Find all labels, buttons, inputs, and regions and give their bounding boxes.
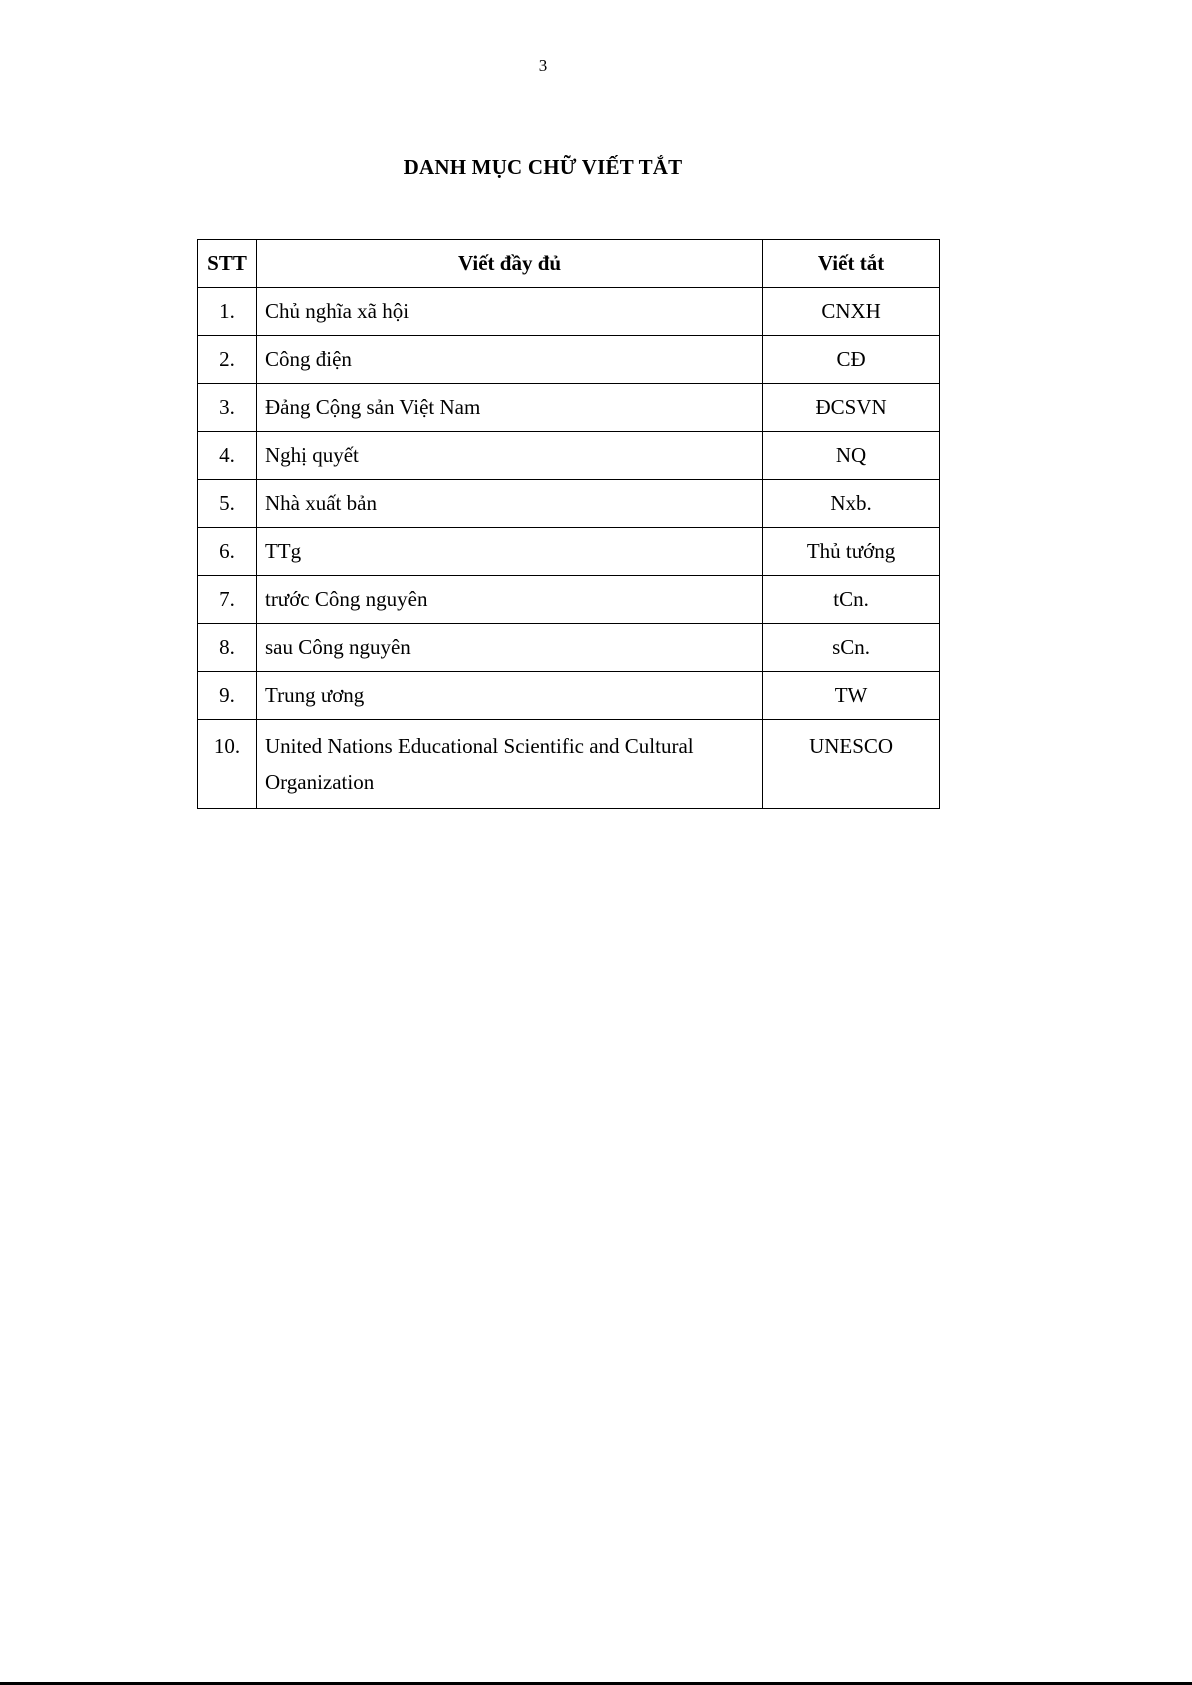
page-title: DANH MỤC CHỮ VIẾT TẮT <box>403 155 683 179</box>
table-row <box>198 720 940 809</box>
table-row <box>198 576 940 624</box>
table-row <box>198 480 940 528</box>
row-abbreviation: UNESCO <box>763 720 940 809</box>
row-full-name: trước Công nguyên <box>256 576 762 624</box>
row-number: 2. <box>198 336 257 384</box>
row-abbreviation: ĐCSVN <box>763 384 940 432</box>
page-number: 3 <box>538 56 548 75</box>
row-full-name: Nhà xuất bản <box>256 480 762 528</box>
row-number: 1. <box>198 288 257 336</box>
row-full-name: Nghị quyết <box>256 432 762 480</box>
row-abbreviation: CNXH <box>763 288 940 336</box>
row-abbreviation: sCn. <box>763 624 940 672</box>
row-full-name: Trung ương <box>256 672 762 720</box>
table-row <box>198 336 940 384</box>
row-full-name: United Nations Educational Scientific and Cultural Organization <box>256 720 762 809</box>
row-number: 4. <box>198 432 257 480</box>
row-number: 3. <box>198 384 257 432</box>
row-full-name: Công điện <box>256 336 762 384</box>
table-row <box>198 624 940 672</box>
row-number: 10. <box>198 720 257 809</box>
abbreviation-table <box>197 239 940 809</box>
table-row <box>198 672 940 720</box>
row-number: 7. <box>198 576 257 624</box>
row-abbreviation: CĐ <box>763 336 940 384</box>
header-abbreviation: Viết tắt <box>763 240 940 288</box>
row-abbreviation: NQ <box>763 432 940 480</box>
row-number: 9. <box>198 672 257 720</box>
row-number: 8. <box>198 624 257 672</box>
table-row <box>198 288 940 336</box>
row-abbreviation: TW <box>763 672 940 720</box>
row-full-name: TTg <box>256 528 762 576</box>
row-abbreviation: tCn. <box>763 576 940 624</box>
table-header-row <box>198 240 940 288</box>
header-stt: STT <box>198 240 257 288</box>
table-row <box>198 432 940 480</box>
row-full-name: sau Công nguyên <box>256 624 762 672</box>
row-abbreviation: Thủ tướng <box>763 528 940 576</box>
header-full-name: Viết đầy đủ <box>256 240 762 288</box>
table-row <box>198 384 940 432</box>
table-row <box>198 528 940 576</box>
row-abbreviation: Nxb. <box>763 480 940 528</box>
row-full-name: Chủ nghĩa xã hội <box>256 288 762 336</box>
row-full-name: Đảng Cộng sản Việt Nam <box>256 384 762 432</box>
row-number: 6. <box>198 528 257 576</box>
row-number: 5. <box>198 480 257 528</box>
